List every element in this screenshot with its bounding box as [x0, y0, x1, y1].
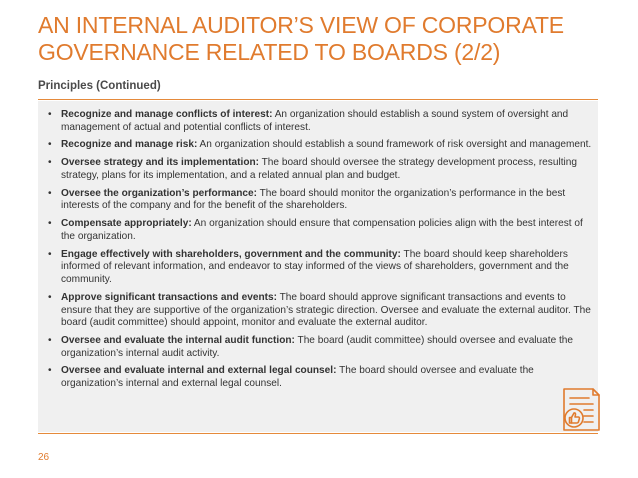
principle-text: An organization should ensure that compensation policies align with the best interest of the organization. — [61, 218, 583, 242]
principle-text: The board should oversee the strategy development process, resulting strategy, plans for its implementation, and a related annual plan and budget. — [61, 157, 577, 181]
principle-text: The board should monitor the organization’s performance in the best interests of the company and for the benefit of the shareholders. — [61, 187, 566, 212]
section-subtitle: Principles (Continued) — [38, 80, 161, 92]
principle-heading: Oversee strategy and its implementation: — [61, 157, 260, 169]
principle-item — [46, 335, 594, 360]
bullet: • — [48, 157, 52, 169]
principle-item — [46, 139, 594, 152]
top-divider — [38, 99, 598, 100]
principle-heading: Recognize and manage risk: — [61, 139, 198, 151]
principle-item — [46, 218, 594, 243]
page-title — [38, 12, 618, 66]
bullet: • — [48, 334, 52, 346]
principle-text: The board should oversee and evaluate the organization’s internal and external legal counsel. — [61, 365, 534, 390]
bullet: • — [48, 291, 52, 303]
principle-heading: Oversee the organization’s performance: — [61, 187, 257, 199]
principle-item — [46, 365, 594, 390]
principle-text: An organization should establish a sound system of oversight and management of actual and potential conflicts of interest. — [61, 109, 569, 133]
bullet: • — [48, 248, 52, 260]
principle-heading: Oversee and evaluate internal and external legal counsel: — [61, 365, 337, 377]
title-line-1: AN INTERNAL AUDITOR’S VIEW OF CORPORATE — [38, 12, 564, 38]
principle-heading: Approve significant transactions and events: — [61, 291, 277, 303]
principle-text: An organization should establish a sound framework of risk oversight and management. — [197, 139, 592, 151]
principles-list — [46, 109, 594, 396]
principle-text: The board should approve significant transactions and events to ensure that they are supportive of the organization’s strategic direction. Oversee and evaluate the external auditor. The board (audit committee) should appoint, monitor and evaluate the external auditor. — [61, 291, 591, 329]
document-thumbs-up-icon — [560, 386, 602, 434]
principle-item — [46, 157, 594, 182]
principle-item — [46, 292, 594, 330]
bullet: • — [48, 139, 52, 151]
principle-text: The board should keep shareholders informed of relevant information, and endeavor to stay informed of the views of shareholders, government and the community. — [61, 248, 569, 286]
bullet: • — [48, 218, 52, 230]
principle-heading: Engage effectively with shareholders, government and the community: — [61, 248, 401, 260]
principle-heading: Compensate appropriately: — [61, 218, 192, 230]
bullet: • — [48, 187, 52, 199]
bullet: • — [48, 365, 52, 377]
principle-item — [46, 109, 594, 134]
bottom-divider — [38, 433, 598, 434]
principle-item — [46, 188, 594, 213]
principle-heading: Recognize and manage conflicts of interest: — [61, 109, 273, 120]
principle-item — [46, 249, 594, 287]
page-number: 26 — [38, 452, 50, 463]
bullet: • — [48, 109, 52, 120]
principle-text: The board (audit committee) should oversee and evaluate the organization’s internal audit activity. — [61, 334, 574, 359]
principle-heading: Oversee and evaluate the internal audit function: — [61, 334, 295, 346]
title-line-2: GOVERNANCE RELATED TO BOARDS (2/2) — [38, 39, 501, 65]
